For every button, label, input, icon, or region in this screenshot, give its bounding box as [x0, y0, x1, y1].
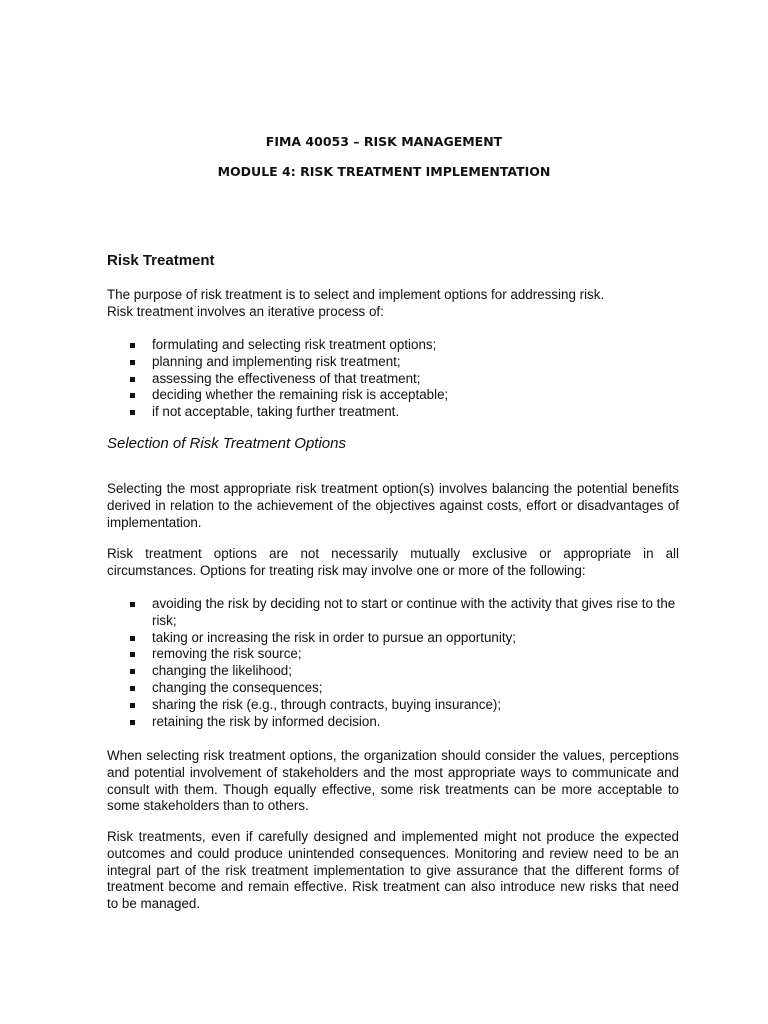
- list-item-text: removing the risk source;: [152, 646, 302, 662]
- list-item-text: sharing the risk (e.g., through contracts, buying insurance);: [152, 696, 502, 712]
- list-item: [107, 630, 679, 647]
- square-bullet-icon: [130, 720, 135, 725]
- list-item: [107, 663, 679, 680]
- section-heading-risk-treatment: Risk Treatment: [107, 252, 215, 269]
- list-item: [107, 371, 679, 388]
- list-item: [107, 387, 679, 404]
- module-title: MODULE 4: RISK TREATMENT IMPLEMENTATION: [217, 164, 551, 179]
- list-item-text: avoiding the risk by deciding not to start or continue with the activity that gives rise to the risk;: [152, 596, 676, 628]
- square-bullet-icon: [130, 652, 135, 657]
- list-item-text: formulating and selecting risk treatment options;: [152, 337, 437, 352]
- square-bullet-icon: [130, 360, 135, 365]
- list-item-text: changing the consequences;: [152, 679, 323, 695]
- square-bullet-icon: [130, 703, 135, 708]
- intro-paragraph: The purpose of risk treatment is to select and implement options for addressing risk. Risk treatment involves an iterative process of:: [107, 287, 605, 319]
- subsection-heading-selection: Selection of Risk Treatment Options: [107, 435, 346, 452]
- list-item: [107, 354, 679, 371]
- list-item: [107, 680, 679, 697]
- list-item-text: deciding whether the remaining risk is acceptable;: [152, 387, 449, 403]
- square-bullet-icon: [130, 393, 135, 398]
- list-item-text: changing the likelihood;: [152, 663, 292, 679]
- course-title: FIMA 40053 – RISK MANAGEMENT: [265, 134, 503, 149]
- square-bullet-icon: [130, 686, 135, 691]
- square-bullet-icon: [130, 602, 135, 607]
- list-item: [107, 697, 679, 714]
- list-item: [107, 646, 679, 663]
- list-item-text: taking or increasing the risk in order to pursue an opportunity;: [152, 629, 516, 645]
- list-item: [107, 337, 679, 354]
- paragraph-options-intro: Risk treatment options are not necessarily mutually exclusive or appropriate in all circumstances. Options for treating risk may involve one or more of the following:: [107, 546, 679, 578]
- paragraph-balancing: Selecting the most appropriate risk treatment option(s) involves balancing the potential benefits derived in relation to the achievement of the objectives against costs, effort or disadvantages of implementation.: [107, 481, 679, 530]
- paragraph-stakeholders: When selecting risk treatment options, the organization should consider the values, perceptions and potential involvement of stakeholders and the most appropriate ways to communicate and consult with them. Though equally effective, some risk treatments can be more acceptable to some stakeholders than to others.: [107, 748, 679, 814]
- list-item-text: retaining the risk by informed decision.: [152, 713, 381, 729]
- list-item: [107, 404, 679, 421]
- square-bullet-icon: [130, 343, 135, 348]
- options-list: [107, 596, 679, 730]
- list-item: [107, 596, 679, 630]
- list-item-text: if not acceptable, taking further treatment.: [152, 404, 400, 420]
- list-item: [107, 714, 679, 731]
- list-item-text: assessing the effectiveness of that treatment;: [152, 370, 421, 386]
- square-bullet-icon: [130, 410, 135, 415]
- square-bullet-icon: [130, 669, 135, 674]
- paragraph-monitoring: Risk treatments, even if carefully designed and implemented might not produce the expected outcomes and could produce unintended consequences. Monitoring and review need to be an integral part of the risk treatment implementation to give assurance that the different forms of treatment become and remain effective. Risk treatment can also introduce new risks that need to be managed.: [107, 829, 679, 912]
- square-bullet-icon: [130, 377, 135, 382]
- process-list: [107, 337, 679, 421]
- list-item-text: planning and implementing risk treatment;: [152, 353, 401, 369]
- square-bullet-icon: [130, 636, 135, 641]
